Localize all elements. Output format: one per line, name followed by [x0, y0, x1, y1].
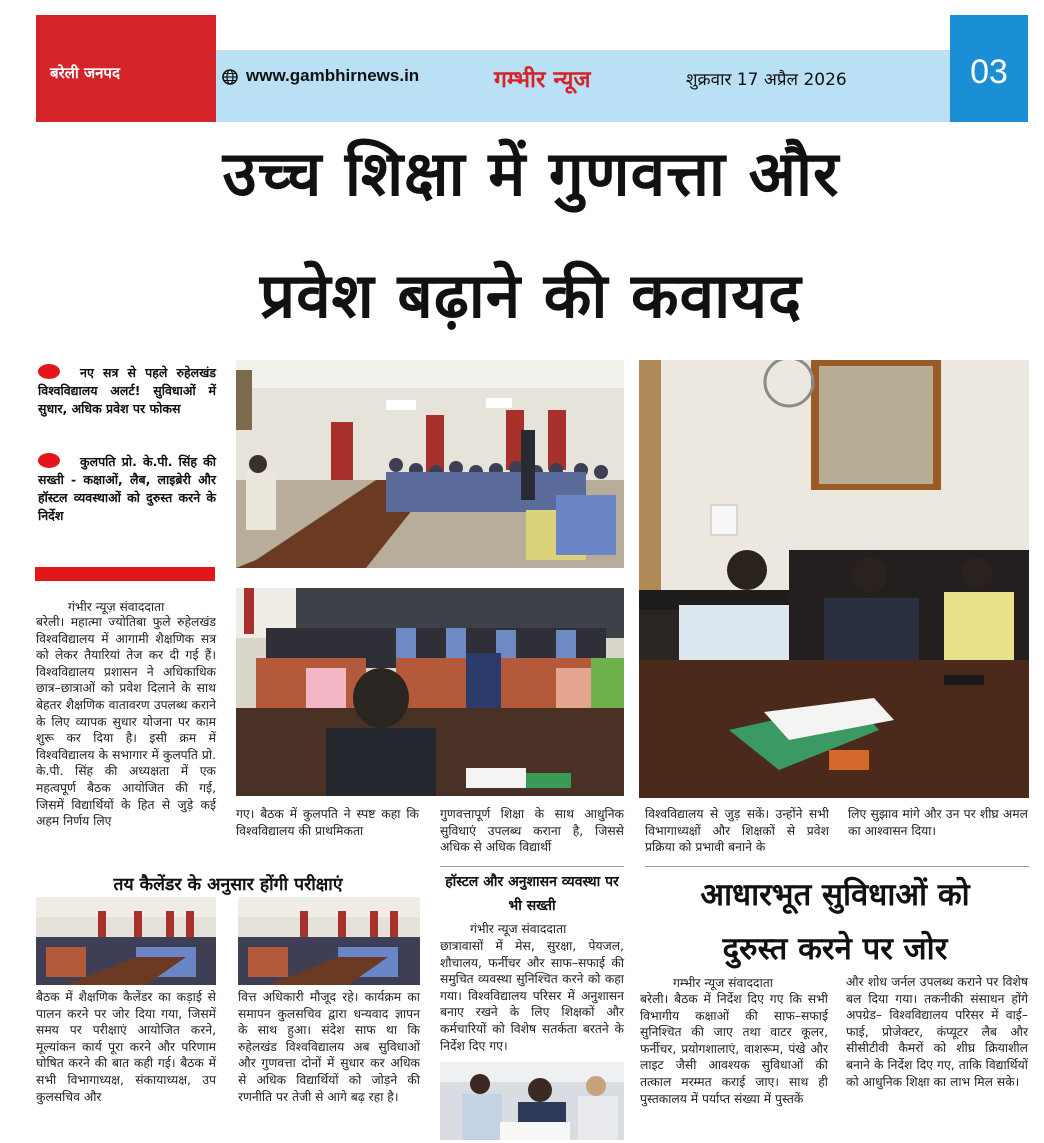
bullet-1 — [38, 364, 216, 418]
lead-column-1: बरेली। महात्मा ज्योतिबा फुले रुहेलखंड विश्वविद्यालय में आगामी शैक्षणिक सत्र को लेकर तैयारियां तेज कर दी गई हैं। विश्वविद्यालय प्रशासन ने अधिकाधिक छात्र–छात्राओं को प्रवेश दिलाने के साथ बेहतर शैक्षणिक वातावरण उपलब्ध कराने के लिए व्यापक सुधार योजना पर काम शुरू कर दिया है। इसी क्रम में विश्वविद्यालय के सभागार में कुलपति प्रो. के.पी. सिंह की अध्यक्षता में एक महत्वपूर्ण बैठक आयोजित की गई, जिसमें विद्यार्थियों के हित से जुड़े कई अहम निर्णय लिए — [36, 615, 216, 829]
exam-meeting-photo-1 — [36, 897, 216, 985]
facilities-byline: गम्भीर न्यूज संवाददाता — [673, 976, 773, 990]
region-banner — [36, 15, 216, 122]
exams-column-2: वित्त अधिकारी मौजूद रहे। कार्यक्रम का समापन कुलसचिव द्वारा धन्यवाद ज्ञापन के साथ हुआ। संदेश साफ था कि रुहेलखंड विश्वविद्यालय अब सुविधाओं और गुणवत्ता दोनों में सुधार कर अधिक से अधिक विद्यार्थियों को जोड़ने की रणनीति पर तेजी से आगे बढ़ रहा है। — [238, 990, 420, 1104]
headline-line-1: उच्च शिक्षा में गुणवत्ता और — [222, 137, 840, 210]
page-number-box — [950, 15, 1028, 122]
red-divider — [35, 567, 215, 581]
meeting-hall-photo — [236, 360, 624, 568]
issue-date: शुक्रवार 17 अप्रैल 2026 — [686, 70, 847, 90]
headline-line-2: प्रवेश बढ़ाने की कवायद — [259, 259, 803, 332]
audience-photo — [236, 588, 624, 796]
lead-column-2: गए। बैठक में कुलपति ने स्पष्ट कहा कि विश्वविद्यालय की प्राथमिकता — [236, 807, 419, 838]
facilities-heading-line-2: दुरुस्त करने पर जोर — [722, 931, 948, 967]
officials-photo — [639, 360, 1029, 798]
lead-column-5: लिए सुझाव मांगे और उन पर शीघ्र अमल का आश्वासन दिया। — [848, 807, 1028, 838]
hostel-body: छात्रावासों में मेस, सुरक्षा, पेयजल, शौचालय, फर्नीचर और साफ–सफाई की समुचित व्यवस्था सुनिश्चित करने को कहा गया। विश्वविद्यालय परिसर में अनुशासन बनाए रखने के लिए शिक्षकों और कर्मचारियों को विशेष सतर्कता बरतने के निर्देश दिए गए। — [440, 939, 624, 1053]
hostel-rule — [440, 866, 624, 867]
facilities-heading-line-1: आधारभूत सुविधाओं को — [700, 877, 970, 913]
lead-column-3: गुणवत्तापूर्ण शिक्षा के साथ आधुनिक सुविधाएं उपलब्ध कराना है, जिससे अधिक से अधिक विद्यार्थी — [440, 807, 624, 855]
bullet-2 — [38, 453, 216, 525]
exams-column-1: बैठक में शैक्षणिक कैलेंडर का कड़ाई से पालन करने पर जोर दिया गया, जिसमें समय पर परीक्षाएं आयोजित करने, मूल्यांकन कार्य पूरा करने और परिणाम घोषित करने की बात कही गई। बैठक में सभी विभागाध्यक्ष, संकायाध्यक्ष, उप कुलसचिव और — [36, 990, 216, 1104]
bullet-dot-icon — [38, 453, 60, 468]
website-link[interactable]: www.gambhirnews.in — [246, 66, 420, 85]
region-label: बरेली जनपद — [50, 64, 120, 82]
bullet-1-text: नए सत्र से पहले रुहेलखंड विश्वविद्यालय अलर्ट! सुविधाओं में सुधार, अधिक प्रवेश पर फोकस — [38, 365, 216, 416]
globe-icon — [222, 69, 238, 85]
page-number: 03 — [970, 53, 1008, 91]
facilities-column-2: और शोध जर्नल उपलब्ध कराने पर विशेष बल दिया गया। तकनीकी संसाधन होंगे अपग्रेड– विश्वविद्यालय परिसर में वाई–फाई, प्रोजेक्टर, कंप्यूटर लैब और सीसीटीवी कैमरों को शीघ्र क्रियाशील बनाने के निर्देश दिए गए, ताकि विद्यार्थियों को आधुनिक शिक्षा का लाभ मिल सके। — [846, 975, 1028, 1089]
hostel-heading: हॉस्टल और अनुशासन व्यवस्था पर भी सख्ती — [445, 874, 619, 914]
lead-byline: गंभीर न्यूज़ संवाददाता — [68, 600, 165, 614]
lead-column-4: विश्वविद्यालय से जुड़ सकें। उन्होंने सभी विभागाध्यक्षों और शिक्षकों से प्रवेश प्रक्रिया को प्रभावी बनाने के — [645, 807, 829, 855]
brand-name: गम्भीर न्यूज — [494, 67, 591, 93]
bullet-dot-icon — [38, 364, 60, 379]
facilities-rule — [645, 866, 1029, 867]
exams-heading: तय कैलेंडर के अनुसार होंगी परीक्षाएं — [113, 875, 343, 895]
exam-meeting-photo-2 — [238, 897, 420, 985]
hostel-byline: गंभीर न्यूज संवाददाता — [470, 922, 567, 936]
students-exam-photo — [440, 1062, 624, 1140]
bullet-2-text: कुलपति प्रो. के.पी. सिंह की सख्ती - कक्षाओं, लैब, लाइब्रेरी और हॉस्टल व्यवस्थाओं को दुरुस्त करने के निर्देश — [38, 454, 216, 523]
facilities-column-1: बरेली। बैठक में निर्देश दिए गए कि सभी विभागीय कक्षाओं की साफ–सफाई सुनिश्चित की जाए तथा वाटर कूलर, फर्नीचर, प्रयोगशालाएं, वाशरूम, पंखे और लाइट जैसी आवश्यक सुविधाओं की तत्काल मरम्मत कराई जाए। साथ ही पुस्तकालय में पर्याप्त संख्या में पुस्तकें — [640, 992, 828, 1106]
